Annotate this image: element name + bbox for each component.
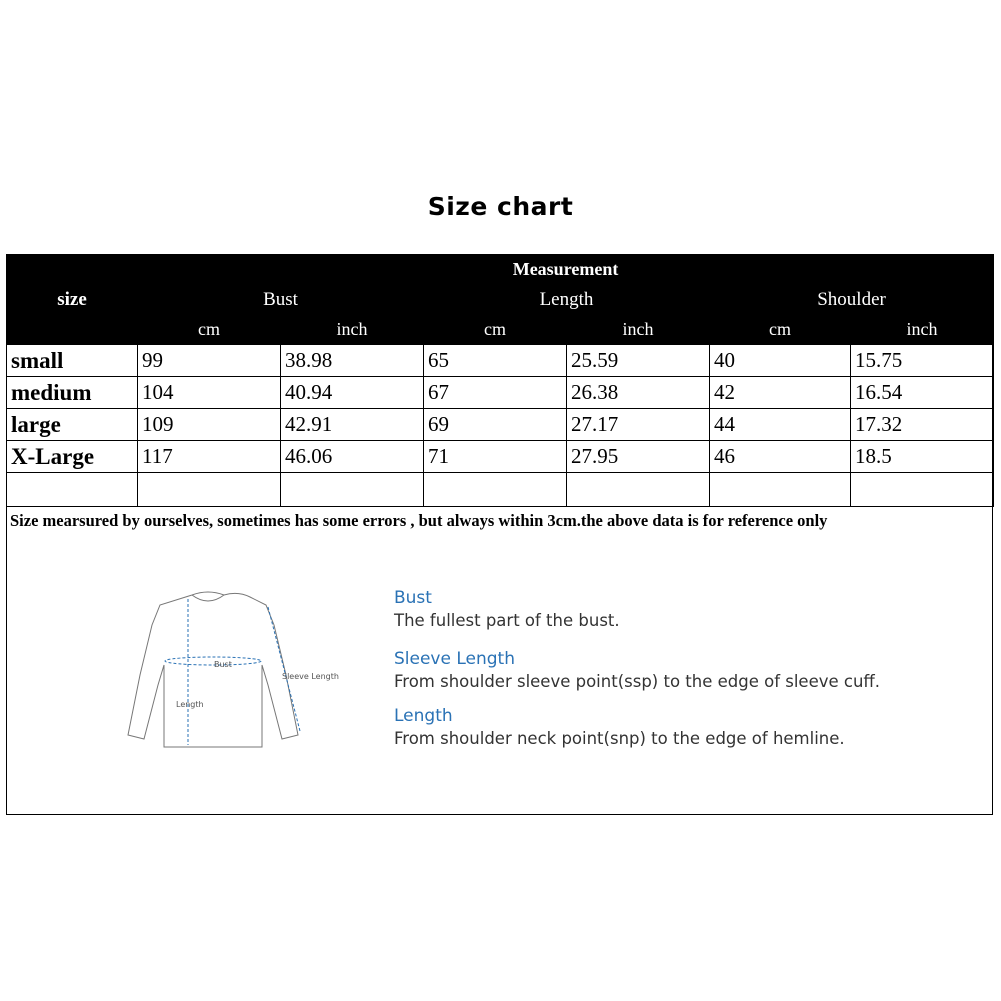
- shoulder-header: Shoulder: [710, 285, 994, 315]
- definition-sleeve-length: [394, 649, 880, 691]
- measurement-header: Measurement: [138, 255, 994, 285]
- unit-header: inch: [567, 315, 710, 345]
- table-cell: 42.91: [281, 409, 424, 441]
- table-cell: 99: [138, 345, 281, 377]
- table-cell: 71: [424, 441, 567, 473]
- length-label: Length: [176, 700, 204, 709]
- table-row: [7, 345, 994, 377]
- table-cell: 46: [710, 441, 851, 473]
- empty-row: [7, 473, 994, 507]
- table-cell: 38.98: [281, 345, 424, 377]
- definition-term: Sleeve Length: [394, 649, 515, 669]
- shirt-outline: [128, 592, 298, 747]
- definition-desc: From shoulder neck point(snp) to the edge of hemline.: [394, 729, 845, 748]
- size-header: size: [7, 255, 138, 345]
- length-header: Length: [424, 285, 710, 315]
- table-cell: 15.75: [851, 345, 994, 377]
- shirt-diagram: [110, 585, 360, 755]
- disclaimer-note: Size mearsured by ourselves, sometimes has some errors , but always within 3cm.the above data is for reference only: [10, 511, 828, 530]
- definition-desc: The fullest part of the bust.: [394, 611, 620, 630]
- unit-header: cm: [138, 315, 281, 345]
- table-row: [7, 377, 994, 409]
- bust-label: Bust: [214, 660, 232, 669]
- sleeve-label: Sleeve Length: [282, 672, 339, 681]
- unit-header: cm: [710, 315, 851, 345]
- unit-header: inch: [851, 315, 994, 345]
- unit-header: cm: [424, 315, 567, 345]
- definition-length: [394, 706, 845, 748]
- table-cell: 17.32: [851, 409, 994, 441]
- table-cell: 27.17: [567, 409, 710, 441]
- table-cell: 18.5: [851, 441, 994, 473]
- table-cell: 109: [138, 409, 281, 441]
- row-label: X-Large: [7, 441, 138, 473]
- table-row: [7, 441, 994, 473]
- definition-term: Length: [394, 706, 453, 726]
- table-cell: 44: [710, 409, 851, 441]
- bust-header: Bust: [138, 285, 424, 315]
- page-title: Size chart: [427, 192, 574, 221]
- table-cell: 16.54: [851, 377, 994, 409]
- table-cell: 65: [424, 345, 567, 377]
- table-cell: 46.06: [281, 441, 424, 473]
- table-cell: 40.94: [281, 377, 424, 409]
- table-cell: 26.38: [567, 377, 710, 409]
- table-cell: 117: [138, 441, 281, 473]
- table-row: [7, 409, 994, 441]
- table-cell: 42: [710, 377, 851, 409]
- row-label: small: [7, 345, 138, 377]
- row-label: medium: [7, 377, 138, 409]
- size-table: [6, 254, 994, 507]
- table-cell: 104: [138, 377, 281, 409]
- bust-line: [165, 657, 261, 665]
- definition-desc: From shoulder sleeve point(ssp) to the edge of sleeve cuff.: [394, 672, 881, 691]
- unit-header: inch: [281, 315, 424, 345]
- table-cell: 27.95: [567, 441, 710, 473]
- sleeve-line: [268, 607, 300, 731]
- table-cell: 40: [710, 345, 851, 377]
- table-cell: 69: [424, 409, 567, 441]
- table-cell: 25.59: [567, 345, 710, 377]
- table-cell: 67: [424, 377, 567, 409]
- row-label: large: [7, 409, 138, 441]
- definition-bust: [394, 588, 620, 630]
- definition-term: Bust: [394, 588, 432, 608]
